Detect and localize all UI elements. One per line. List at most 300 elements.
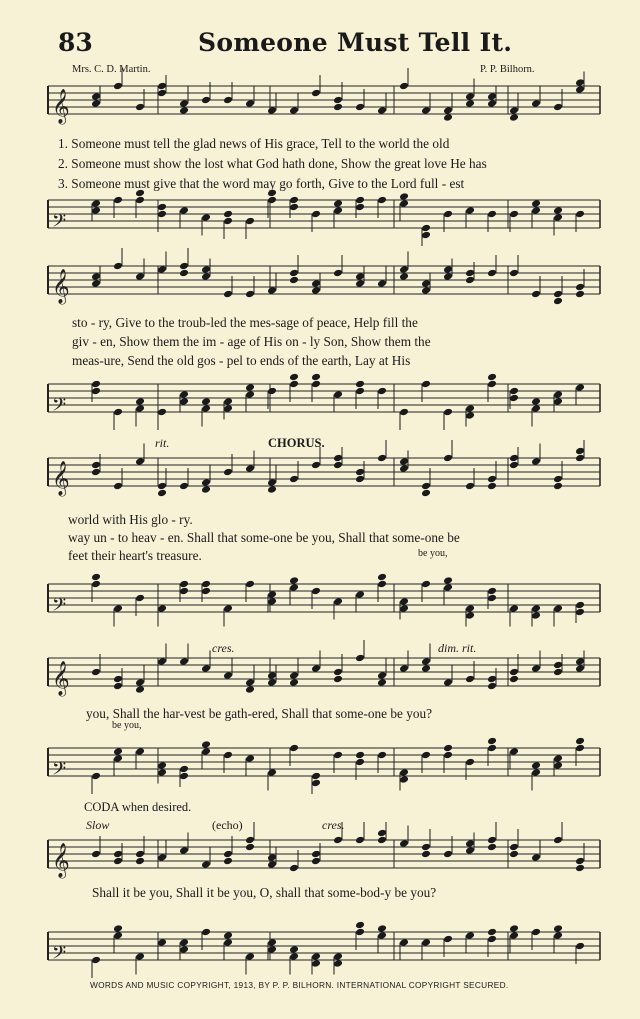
note-head xyxy=(553,206,563,215)
note-head xyxy=(443,265,453,274)
note-head xyxy=(531,928,541,937)
note-head xyxy=(509,113,519,122)
note-head xyxy=(245,685,255,694)
note-head xyxy=(267,106,277,115)
note-head xyxy=(421,751,431,760)
note-head xyxy=(179,106,189,115)
note-head xyxy=(487,935,497,944)
note-head xyxy=(311,461,321,470)
note-head xyxy=(333,597,343,606)
note-head xyxy=(531,664,541,673)
note-head xyxy=(223,210,233,219)
note-head xyxy=(531,199,541,208)
note-head xyxy=(509,604,519,613)
note-head xyxy=(311,373,321,382)
note-head xyxy=(355,196,365,205)
note-head xyxy=(487,928,497,937)
note-head xyxy=(509,269,519,278)
note-head xyxy=(355,758,365,767)
treble-clef-icon: 𝄞 xyxy=(52,843,70,878)
note-head xyxy=(91,92,101,101)
note-head xyxy=(553,475,563,484)
note-head xyxy=(91,279,101,288)
note-head xyxy=(245,836,255,845)
note-head xyxy=(333,199,343,208)
note-head xyxy=(443,272,453,281)
note-head xyxy=(135,404,145,413)
note-head xyxy=(399,664,409,673)
note-head xyxy=(355,751,365,760)
chorus-label: CHORUS. xyxy=(268,436,325,450)
note-head xyxy=(289,276,299,285)
note-head xyxy=(179,99,189,108)
note-head xyxy=(113,482,123,491)
lyric-line: 3. Someone must give that the word may go forth, Give to the Lord full - est xyxy=(58,176,465,191)
note-head xyxy=(487,482,497,491)
note-head xyxy=(201,272,211,281)
note-head xyxy=(223,751,233,760)
note-head xyxy=(443,850,453,859)
note-head xyxy=(399,82,409,91)
note-head xyxy=(465,482,475,491)
note-head xyxy=(245,952,255,961)
note-head xyxy=(333,390,343,399)
note-head xyxy=(487,744,497,753)
note-head xyxy=(91,99,101,108)
note-head xyxy=(157,203,167,212)
bass-clef-icon: 𝄢 xyxy=(52,759,67,784)
note-head xyxy=(531,604,541,613)
bass-clef-icon: 𝄢 xyxy=(52,595,67,620)
note-head xyxy=(531,457,541,466)
note-head xyxy=(377,106,387,115)
treble-staff xyxy=(48,82,604,132)
echo-words: be you, xyxy=(418,548,448,559)
note-head xyxy=(245,464,255,473)
note-head xyxy=(421,231,431,240)
note-head xyxy=(289,269,299,278)
note-head xyxy=(487,210,497,219)
lyric-line: feet their heart's treasure. xyxy=(68,548,202,563)
note-head xyxy=(179,657,189,666)
note-head xyxy=(267,478,277,487)
note-head xyxy=(421,279,431,288)
note-head xyxy=(531,397,541,406)
note-head xyxy=(289,678,299,687)
note-head xyxy=(267,860,277,869)
note-head xyxy=(91,956,101,965)
treble-staff xyxy=(48,654,604,704)
note-head xyxy=(201,928,211,937)
note-head xyxy=(91,199,101,208)
hymn-title: Someone Must Tell It. xyxy=(198,28,513,57)
note-head xyxy=(531,290,541,299)
note-head xyxy=(333,751,343,760)
note-head xyxy=(135,103,145,112)
note-head xyxy=(355,468,365,477)
lyricist-credit: Mrs. C. D. Martin. xyxy=(72,64,151,75)
note-head xyxy=(487,373,497,382)
note-head xyxy=(311,850,321,859)
note-head xyxy=(575,601,585,610)
note-head xyxy=(179,945,189,954)
note-head xyxy=(465,99,475,108)
note-head xyxy=(201,397,211,406)
note-head xyxy=(289,380,299,389)
note-head xyxy=(91,850,101,859)
note-head xyxy=(157,761,167,770)
note-head xyxy=(553,103,563,112)
note-head xyxy=(553,290,563,299)
lyric-line: sto - ry, Give to the troub-led the mes-sage of peace, Help fill the xyxy=(72,315,418,330)
lyric-line: meas-ure, Send the old gos - pel to ends of the earth, Lay at His xyxy=(72,353,411,368)
treble-clef-icon: 𝄞 xyxy=(52,269,70,304)
note-head xyxy=(575,447,585,456)
note-head xyxy=(289,196,299,205)
bass-staff xyxy=(48,196,604,236)
note-head xyxy=(201,478,211,487)
note-head xyxy=(377,580,387,589)
note-head xyxy=(333,454,343,463)
note-head xyxy=(223,404,233,413)
note-head xyxy=(553,924,563,933)
note-head xyxy=(201,213,211,222)
lyric-line: 1. Someone must tell the glad news of His grace, Tell to the world the old xyxy=(58,136,450,151)
note-head xyxy=(267,485,277,494)
note-head xyxy=(487,843,497,852)
note-head xyxy=(465,604,475,613)
hymn-number: 83 xyxy=(58,28,93,57)
note-head xyxy=(113,682,123,691)
note-head xyxy=(377,836,387,845)
note-head xyxy=(157,89,167,98)
note-head xyxy=(267,597,277,606)
lyric-line: world with His glo - ry. xyxy=(68,512,193,527)
note-head xyxy=(135,747,145,756)
note-head xyxy=(575,657,585,666)
note-head xyxy=(179,206,189,215)
note-head xyxy=(311,380,321,389)
note-head xyxy=(553,213,563,222)
note-head xyxy=(223,96,233,105)
note-head xyxy=(157,657,167,666)
note-head xyxy=(399,457,409,466)
tempo-mark: Slow xyxy=(86,818,110,832)
note-head xyxy=(443,113,453,122)
note-head xyxy=(201,740,211,749)
note-head xyxy=(157,768,167,777)
note-head xyxy=(465,276,475,285)
note-head xyxy=(311,89,321,98)
note-head xyxy=(553,297,563,306)
lyric-line: you, Shall the har-vest be gath-ered, Shall that some-one be you? xyxy=(86,706,433,721)
treble-clef-icon: 𝄞 xyxy=(52,661,70,696)
note-head xyxy=(465,931,475,940)
note-head xyxy=(179,390,189,399)
lyric-line: giv - en, Show them the im - age of His on - ly Son, Show them the xyxy=(72,334,431,349)
note-head xyxy=(91,380,101,389)
note-head xyxy=(113,850,123,859)
note-head xyxy=(289,671,299,680)
note-head xyxy=(553,397,563,406)
note-head xyxy=(333,269,343,278)
note-head xyxy=(201,747,211,756)
note-head xyxy=(289,475,299,484)
note-head xyxy=(289,945,299,954)
note-head xyxy=(245,99,255,108)
note-head xyxy=(179,938,189,947)
note-head xyxy=(333,96,343,105)
note-head xyxy=(245,678,255,687)
note-head xyxy=(553,482,563,491)
bass-staff xyxy=(48,744,604,788)
note-head xyxy=(443,454,453,463)
note-head xyxy=(311,587,321,596)
note-head xyxy=(311,779,321,788)
note-head xyxy=(465,404,475,413)
note-head xyxy=(421,664,431,673)
note-head xyxy=(267,938,277,947)
note-head xyxy=(135,594,145,603)
note-head xyxy=(487,380,497,389)
note-head xyxy=(311,279,321,288)
note-head xyxy=(113,604,123,613)
bass-staff xyxy=(48,380,604,424)
note-head xyxy=(333,206,343,215)
note-head xyxy=(179,269,189,278)
note-head xyxy=(245,843,255,852)
note-head xyxy=(179,772,189,781)
note-head xyxy=(487,737,497,746)
note-head xyxy=(575,290,585,299)
note-head xyxy=(333,461,343,470)
note-head xyxy=(575,864,585,873)
bass-staff xyxy=(48,928,604,972)
note-head xyxy=(333,668,343,677)
note-head xyxy=(509,747,519,756)
note-head xyxy=(289,744,299,753)
note-head xyxy=(201,664,211,673)
note-head xyxy=(333,952,343,961)
note-head xyxy=(289,203,299,212)
ritardando-mark: rit. xyxy=(155,436,170,450)
note-head xyxy=(443,210,453,219)
note-head xyxy=(267,671,277,680)
note-head xyxy=(421,106,431,115)
note-head xyxy=(355,380,365,389)
note-head xyxy=(399,597,409,606)
note-head xyxy=(157,265,167,274)
note-head xyxy=(509,924,519,933)
note-head xyxy=(575,78,585,87)
note-head xyxy=(135,850,145,859)
note-head xyxy=(355,475,365,484)
note-head xyxy=(267,196,277,205)
note-head xyxy=(531,611,541,620)
crescendo-mark: cres. xyxy=(322,818,345,832)
note-head xyxy=(487,269,497,278)
note-head xyxy=(509,210,519,219)
note-head xyxy=(465,269,475,278)
note-head xyxy=(355,921,365,930)
note-head xyxy=(487,475,497,484)
note-head xyxy=(509,843,519,852)
note-head xyxy=(575,942,585,951)
note-head xyxy=(487,92,497,101)
note-head xyxy=(465,206,475,215)
note-head xyxy=(487,836,497,845)
note-head xyxy=(575,454,585,463)
note-head xyxy=(377,678,387,687)
note-head xyxy=(575,210,585,219)
note-head xyxy=(355,387,365,396)
note-head xyxy=(311,210,321,219)
note-head xyxy=(267,768,277,777)
note-head xyxy=(399,192,409,201)
note-head xyxy=(531,206,541,215)
note-head xyxy=(421,843,431,852)
note-head xyxy=(575,737,585,746)
note-head xyxy=(201,580,211,589)
note-head xyxy=(223,468,233,477)
note-head xyxy=(377,751,387,760)
note-head xyxy=(201,265,211,274)
note-head xyxy=(333,836,343,845)
note-head xyxy=(355,203,365,212)
note-head xyxy=(421,850,431,859)
note-head xyxy=(267,590,277,599)
note-head xyxy=(135,397,145,406)
note-head xyxy=(223,931,233,940)
note-head xyxy=(289,576,299,585)
note-head xyxy=(91,772,101,781)
note-head xyxy=(91,668,101,677)
bass-clef-icon: 𝄢 xyxy=(52,395,67,420)
note-head xyxy=(311,952,321,961)
note-head xyxy=(179,482,189,491)
note-head xyxy=(377,924,387,933)
note-head xyxy=(421,482,431,491)
note-head xyxy=(245,580,255,589)
note-head xyxy=(509,668,519,677)
note-head xyxy=(553,668,563,677)
diminuendo-mark: dim. rit. xyxy=(438,641,477,655)
note-head xyxy=(157,210,167,219)
note-head xyxy=(355,272,365,281)
note-head xyxy=(311,664,321,673)
note-head xyxy=(267,678,277,687)
note-head xyxy=(575,383,585,392)
note-head xyxy=(157,938,167,947)
lyric-line: way un - to heav - en. Shall that some-one be you, Shall that some-one be xyxy=(68,530,460,545)
echo-words: be you, xyxy=(112,720,142,731)
note-head xyxy=(443,408,453,417)
note-head xyxy=(113,196,123,205)
note-head xyxy=(135,952,145,961)
note-head xyxy=(223,850,233,859)
note-head xyxy=(465,758,475,767)
note-head xyxy=(113,924,123,933)
note-head xyxy=(223,604,233,613)
note-head xyxy=(91,468,101,477)
note-head xyxy=(179,765,189,774)
note-head xyxy=(421,489,431,498)
note-head xyxy=(311,286,321,295)
note-head xyxy=(245,383,255,392)
note-head xyxy=(575,608,585,617)
note-head xyxy=(553,836,563,845)
note-head xyxy=(421,286,431,295)
note-head xyxy=(399,464,409,473)
note-head xyxy=(245,390,255,399)
crescendo-mark: cres. xyxy=(212,641,235,655)
note-head xyxy=(465,846,475,855)
composer-credit: P. P. Bilhorn. xyxy=(480,64,535,75)
note-head xyxy=(531,99,541,108)
note-head xyxy=(443,678,453,687)
note-head xyxy=(399,938,409,947)
note-head xyxy=(355,654,365,663)
note-head xyxy=(333,959,343,968)
note-head xyxy=(113,262,123,271)
note-head xyxy=(333,103,343,112)
note-head xyxy=(157,482,167,491)
note-head xyxy=(575,744,585,753)
note-head xyxy=(553,754,563,763)
note-head xyxy=(553,761,563,770)
note-head xyxy=(377,931,387,940)
note-head xyxy=(575,664,585,673)
note-head xyxy=(399,199,409,208)
note-head xyxy=(509,675,519,684)
note-head xyxy=(487,594,497,603)
note-head xyxy=(443,751,453,760)
note-head xyxy=(267,286,277,295)
echo-mark: (echo) xyxy=(212,818,243,832)
note-head xyxy=(355,836,365,845)
note-head xyxy=(377,196,387,205)
note-head xyxy=(399,408,409,417)
treble-staff xyxy=(48,262,604,312)
note-head xyxy=(223,938,233,947)
treble-clef-icon: 𝄞 xyxy=(52,461,70,496)
note-head xyxy=(113,931,123,940)
note-head xyxy=(135,857,145,866)
note-head xyxy=(399,604,409,613)
copyright-footer: WORDS AND MUSIC COPYRIGHT, 1913, BY P. P. BILHORN. INTERNATIONAL COPYRIGHT SECURED. xyxy=(90,980,509,990)
note-head xyxy=(531,404,541,413)
note-head xyxy=(421,380,431,389)
note-head xyxy=(91,206,101,215)
note-head xyxy=(399,272,409,281)
treble-staff xyxy=(48,836,604,886)
note-head xyxy=(377,454,387,463)
note-head xyxy=(421,224,431,233)
note-head xyxy=(91,580,101,589)
note-head xyxy=(421,938,431,947)
note-head xyxy=(355,103,365,112)
bass-clef-icon: 𝄢 xyxy=(52,211,67,236)
note-head xyxy=(377,279,387,288)
note-head xyxy=(509,931,519,940)
bass-staff xyxy=(48,580,604,624)
note-head xyxy=(201,404,211,413)
note-head xyxy=(179,262,189,271)
note-head xyxy=(135,685,145,694)
note-head xyxy=(179,397,189,406)
note-head xyxy=(377,671,387,680)
note-head xyxy=(113,408,123,417)
